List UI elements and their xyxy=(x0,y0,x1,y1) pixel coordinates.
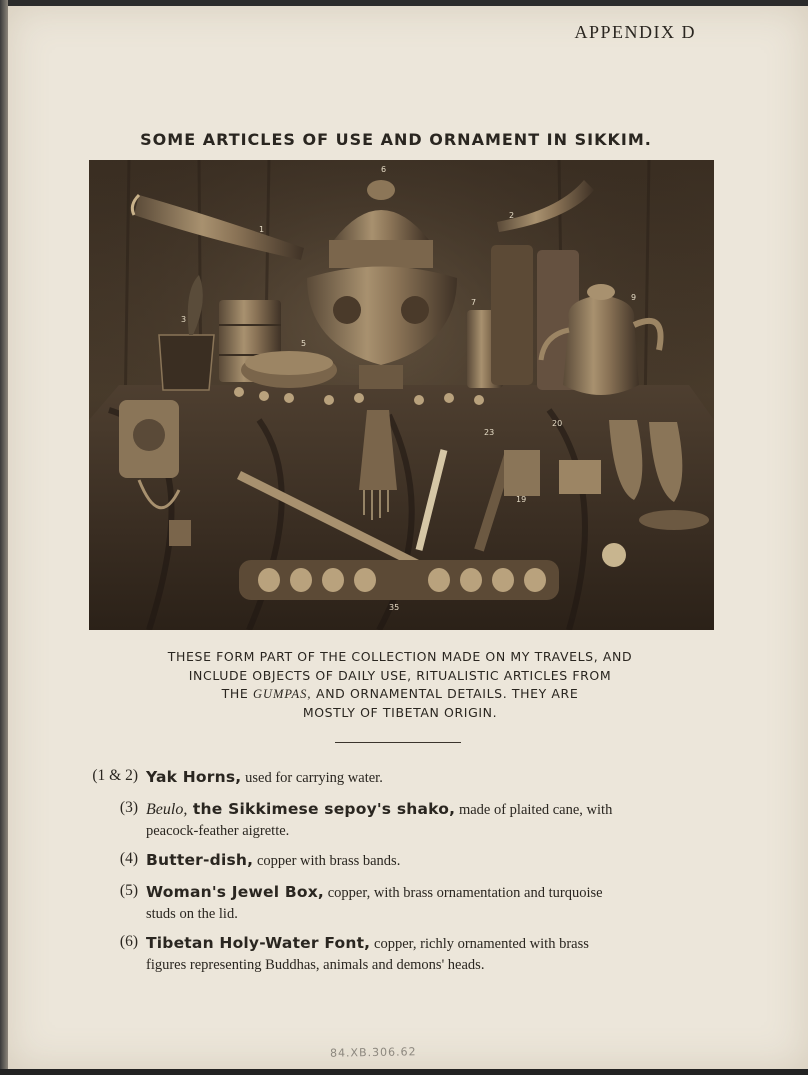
item-number: (3) xyxy=(119,799,138,816)
item-title: Woman's Jewel Box, xyxy=(146,883,324,901)
photo-illustration xyxy=(89,160,714,630)
caption-line xyxy=(90,685,710,704)
item-description-cont: peacock-feather aigrette. xyxy=(146,823,290,839)
caption-line: INCLUDE OBJECTS OF DAILY USE, RITUALISTIC ARTICLES FROM xyxy=(188,667,612,683)
item-number: (6) xyxy=(119,933,138,950)
list-item xyxy=(68,766,728,790)
page-title: SOME ARTICLES OF USE AND ORNAMENT IN SIKKIM. xyxy=(140,130,652,149)
list-item xyxy=(68,849,728,873)
item-title: Tibetan Holy-Water Font, xyxy=(146,934,371,952)
photo-number-label: 23 xyxy=(484,428,495,437)
item-italic-name: Beulo, xyxy=(146,801,188,818)
item-list xyxy=(68,766,728,983)
photo-number-label: 1 xyxy=(259,225,265,234)
caption-text: AND ORNAMENTAL DETAILS. THEY ARE xyxy=(311,686,579,701)
photo-number-label: 35 xyxy=(389,603,400,612)
photo-number-label: 3 xyxy=(181,315,187,324)
photo-caption xyxy=(90,648,710,722)
appendix-heading: APPENDIX D xyxy=(574,22,696,42)
item-description: copper, with brass ornamentation and turquoise xyxy=(327,885,603,901)
page-bottom-edge xyxy=(0,1069,808,1075)
caption-line: MOSTLY OF TIBETAN ORIGIN. xyxy=(302,704,498,720)
list-item xyxy=(68,798,728,841)
item-title: the Sikkimese sepoy's shako, xyxy=(187,800,456,818)
list-item xyxy=(68,881,728,924)
photo-number-label: 20 xyxy=(552,419,563,428)
item-title: Butter-dish, xyxy=(146,851,254,869)
item-description: copper with brass bands. xyxy=(256,853,401,869)
caption-text: THE xyxy=(221,686,253,701)
photo-number-label: 9 xyxy=(631,293,637,302)
item-number: (4) xyxy=(119,850,138,867)
item-title: Yak Horns, xyxy=(146,768,242,786)
caption-line: THESE FORM PART OF THE COLLECTION MADE ON MY TRAVELS, AND xyxy=(167,649,633,664)
pencil-inventory-note: 84.XB.306.62 xyxy=(329,1045,417,1060)
item-number: (5) xyxy=(119,882,138,899)
list-item xyxy=(68,932,728,975)
collection-photograph xyxy=(89,160,714,630)
divider xyxy=(335,742,461,743)
photo-number-label: 6 xyxy=(381,165,387,174)
photo-number-label: 7 xyxy=(471,298,477,307)
item-description: used for carrying water. xyxy=(245,770,383,786)
photo-number-label: 5 xyxy=(301,339,307,348)
photo-number-label: 2 xyxy=(509,211,515,220)
binding-edge xyxy=(0,0,8,1075)
item-description: copper, richly ornamented with brass xyxy=(374,936,589,952)
item-description: made of plaited cane, with xyxy=(458,802,613,818)
item-description-cont: studs on the lid. xyxy=(146,906,238,922)
item-description-cont: figures representing Buddhas, animals and demons' heads. xyxy=(146,957,485,973)
caption-gumpas: GUMPAS, xyxy=(252,687,312,701)
photo-number-label: 19 xyxy=(516,495,527,504)
item-number: (1 & 2) xyxy=(92,767,138,784)
